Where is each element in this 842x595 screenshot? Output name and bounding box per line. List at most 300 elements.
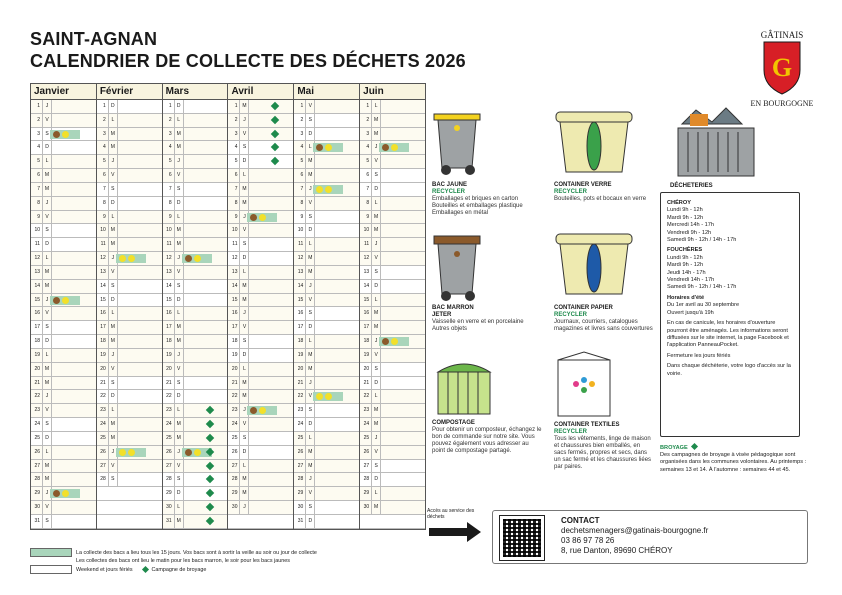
day-number: 25 bbox=[228, 432, 240, 445]
day-row bbox=[163, 211, 228, 225]
contact-phone[interactable]: 03 86 97 78 26 bbox=[561, 536, 615, 545]
day-number: 15 bbox=[31, 294, 43, 307]
day-row bbox=[228, 169, 293, 183]
weekday-letter: M bbox=[109, 128, 118, 141]
weekday-letter: M bbox=[240, 197, 249, 210]
weekday-letter: M bbox=[43, 183, 52, 196]
day-number: 24 bbox=[163, 418, 175, 431]
weekday-letter: S bbox=[109, 473, 118, 486]
day-row bbox=[31, 501, 96, 515]
arrow-right-icon bbox=[427, 520, 483, 544]
weekday-letter: L bbox=[175, 501, 184, 514]
month-header: Mars bbox=[163, 84, 229, 99]
badge-note: Dans chaque déchèterie, votre logo d'accès sur la voirie. bbox=[667, 363, 791, 377]
day-number: 25 bbox=[163, 432, 175, 445]
day-number: 5 bbox=[228, 155, 240, 168]
weekday-letter: D bbox=[306, 224, 315, 237]
day-row bbox=[360, 404, 425, 418]
weekday-letter: V bbox=[372, 349, 381, 362]
weekday-letter: S bbox=[175, 280, 184, 293]
bin-name: COMPOSTAGE bbox=[432, 420, 475, 426]
day-row bbox=[294, 404, 359, 418]
hour-line: Vendredi 14h - 17h bbox=[667, 277, 715, 284]
weekday-letter: D bbox=[240, 252, 249, 265]
weekday-letter: D bbox=[306, 418, 315, 431]
weekday-letter: V bbox=[43, 404, 52, 417]
day-number: 14 bbox=[360, 280, 372, 293]
month-column bbox=[360, 100, 425, 529]
collection-dots bbox=[185, 449, 201, 456]
legend-line-1: La collecte des bacs a lieu tous les 15 jours. Vos bacs sont à sortir la veille au soir ou jour de collecte bbox=[76, 549, 317, 556]
day-number: 14 bbox=[294, 280, 306, 293]
weekday-letter: M bbox=[306, 266, 315, 279]
bin-paper-info bbox=[554, 305, 654, 333]
month-column bbox=[228, 100, 294, 529]
weekday-letter: D bbox=[372, 280, 381, 293]
day-row bbox=[163, 460, 228, 474]
day-number: 9 bbox=[31, 211, 43, 224]
day-row bbox=[294, 141, 359, 155]
day-number: 20 bbox=[31, 363, 43, 376]
weekday-letter: V bbox=[43, 211, 52, 224]
day-number: 29 bbox=[294, 487, 306, 500]
day-row bbox=[163, 515, 228, 529]
yellow-bin-dot-icon bbox=[62, 131, 69, 138]
day-number: 30 bbox=[294, 501, 306, 514]
weekday-letter: D bbox=[372, 473, 381, 486]
weekday-letter: M bbox=[109, 238, 118, 251]
weekday-letter: L bbox=[306, 238, 315, 251]
bin-tag: JETER bbox=[432, 312, 452, 318]
day-row bbox=[163, 446, 228, 460]
day-row bbox=[228, 238, 293, 252]
day-number: 21 bbox=[360, 377, 372, 390]
broyage-diamond-icon bbox=[271, 143, 279, 151]
day-row bbox=[163, 252, 228, 266]
day-number: 16 bbox=[31, 307, 43, 320]
weekday-letter: M bbox=[372, 114, 381, 127]
weekday-letter: M bbox=[306, 446, 315, 459]
bin-glass-info bbox=[554, 182, 654, 203]
decheterie-name: CHÉROY bbox=[667, 200, 691, 206]
day-row bbox=[360, 238, 425, 252]
weekday-letter: S bbox=[175, 473, 184, 486]
day-row bbox=[360, 100, 425, 114]
day-number: 11 bbox=[294, 238, 306, 251]
weekday-letter: S bbox=[240, 432, 249, 445]
weekday-letter: L bbox=[175, 211, 184, 224]
day-row bbox=[294, 460, 359, 474]
day-row bbox=[228, 432, 293, 446]
day-number: 14 bbox=[163, 280, 175, 293]
brown-bin-dot-icon bbox=[316, 144, 323, 151]
bin-desc: Vaisselle en verre et en porcelaine Autres objets bbox=[432, 319, 524, 332]
day-number: 2 bbox=[163, 114, 175, 127]
weekday-letter: V bbox=[240, 321, 249, 334]
day-number: 28 bbox=[294, 473, 306, 486]
day-row bbox=[360, 349, 425, 363]
weekday-letter: V bbox=[109, 460, 118, 473]
day-row bbox=[228, 128, 293, 142]
day-number: 20 bbox=[360, 363, 372, 376]
weekday-letter: V bbox=[240, 418, 249, 431]
broyage-diamond-icon bbox=[205, 420, 213, 428]
bin-desc: Journaux, courriers, catalogues magazines et livres sans couvertures bbox=[554, 319, 653, 332]
weekday-letter: M bbox=[306, 252, 315, 265]
broyage-diamond-icon bbox=[271, 102, 279, 110]
day-row bbox=[31, 377, 96, 391]
month-header: Février bbox=[97, 84, 163, 99]
day-row bbox=[163, 404, 228, 418]
day-number: 28 bbox=[228, 473, 240, 486]
day-number: 1 bbox=[228, 100, 240, 113]
weekday-letter: D bbox=[175, 390, 184, 403]
weekday-letter: D bbox=[109, 100, 118, 113]
day-row bbox=[163, 197, 228, 211]
weekday-letter: M bbox=[372, 211, 381, 224]
broyage-title: BROYAGE bbox=[660, 445, 688, 451]
day-row bbox=[163, 128, 228, 142]
day-row bbox=[97, 169, 162, 183]
day-number: 25 bbox=[31, 432, 43, 445]
broyage-diamond-icon bbox=[205, 475, 213, 483]
day-row bbox=[360, 377, 425, 391]
day-row bbox=[294, 238, 359, 252]
arrow-note-text: Accès au service des déchets bbox=[427, 508, 475, 520]
day-row bbox=[360, 390, 425, 404]
weekday-letter: S bbox=[306, 307, 315, 320]
day-number: 31 bbox=[294, 515, 306, 528]
day-row bbox=[163, 335, 228, 349]
yellow-bin-dot-icon bbox=[391, 144, 398, 151]
day-number: 29 bbox=[31, 487, 43, 500]
weekday-letter: L bbox=[306, 432, 315, 445]
day-number: 11 bbox=[360, 238, 372, 251]
day-row bbox=[294, 211, 359, 225]
bin-name: CONTAINER VERRE bbox=[554, 182, 612, 188]
weekday-letter: S bbox=[240, 335, 249, 348]
day-number: 23 bbox=[163, 404, 175, 417]
day-number: 19 bbox=[97, 349, 109, 362]
day-number: 9 bbox=[228, 211, 240, 224]
day-number: 15 bbox=[97, 294, 109, 307]
day-row bbox=[294, 363, 359, 377]
yellow-bin-dot-icon bbox=[128, 255, 135, 262]
day-number: 13 bbox=[228, 266, 240, 279]
brown-bin-dot-icon bbox=[53, 490, 60, 497]
textile-container-icon bbox=[554, 350, 614, 420]
day-number: 21 bbox=[31, 377, 43, 390]
weekday-letter: S bbox=[306, 501, 315, 514]
logo-text-top: GÂTINAIS bbox=[760, 30, 804, 40]
day-number: 30 bbox=[163, 501, 175, 514]
day-row bbox=[228, 197, 293, 211]
day-row bbox=[31, 363, 96, 377]
day-row bbox=[228, 377, 293, 391]
day-row bbox=[294, 114, 359, 128]
day-number: 14 bbox=[97, 280, 109, 293]
yellow-bin-dot-icon bbox=[325, 393, 332, 400]
day-row bbox=[31, 141, 96, 155]
day-number: 10 bbox=[31, 224, 43, 237]
hour-line: Samedi 9h - 12h / 14h - 17h bbox=[667, 284, 737, 291]
day-number: 9 bbox=[294, 211, 306, 224]
day-number: 22 bbox=[163, 390, 175, 403]
day-number: 1 bbox=[360, 100, 372, 113]
day-row bbox=[360, 211, 425, 225]
day-row bbox=[97, 418, 162, 432]
qr-code-icon[interactable] bbox=[499, 515, 545, 561]
weekday-letter: L bbox=[43, 155, 52, 168]
day-row bbox=[228, 224, 293, 238]
weekday-letter: D bbox=[175, 294, 184, 307]
day-row bbox=[163, 224, 228, 238]
day-row bbox=[294, 100, 359, 114]
day-number: 17 bbox=[163, 321, 175, 334]
day-row bbox=[31, 487, 96, 501]
day-number: 30 bbox=[360, 501, 372, 514]
day-row bbox=[228, 460, 293, 474]
day-number: 15 bbox=[360, 294, 372, 307]
day-number: 16 bbox=[163, 307, 175, 320]
day-row bbox=[31, 404, 96, 418]
day-row bbox=[228, 294, 293, 308]
weekday-letter: V bbox=[372, 446, 381, 459]
day-number: 7 bbox=[228, 183, 240, 196]
day-row bbox=[163, 349, 228, 363]
day-row bbox=[294, 446, 359, 460]
day-number: 10 bbox=[360, 224, 372, 237]
day-number: 24 bbox=[228, 418, 240, 431]
day-row bbox=[294, 280, 359, 294]
day-row bbox=[228, 266, 293, 280]
day-row bbox=[228, 114, 293, 128]
decheteries-box bbox=[660, 192, 800, 437]
brown-bin-dot-icon bbox=[382, 144, 389, 151]
day-number: 6 bbox=[228, 169, 240, 182]
day-number: 25 bbox=[360, 432, 372, 445]
day-number: 2 bbox=[31, 114, 43, 127]
calendar-month-header bbox=[31, 84, 425, 100]
yellow-bin-icon bbox=[432, 106, 484, 178]
day-row bbox=[31, 321, 96, 335]
day-number: 18 bbox=[228, 335, 240, 348]
weekday-letter: V bbox=[306, 487, 315, 500]
collection-dots bbox=[119, 449, 135, 456]
weekday-letter: M bbox=[175, 321, 184, 334]
day-row bbox=[294, 183, 359, 197]
title-line-1: SAINT-AGNAN bbox=[30, 29, 158, 49]
weekday-letter: D bbox=[43, 141, 52, 154]
day-number: 28 bbox=[163, 473, 175, 486]
weekday-letter: M bbox=[240, 487, 249, 500]
contact-box bbox=[492, 510, 808, 564]
day-row bbox=[228, 349, 293, 363]
bin-tag: RECYCLER bbox=[554, 189, 588, 195]
day-row bbox=[228, 321, 293, 335]
weekday-letter: J bbox=[240, 404, 249, 417]
day-number: 26 bbox=[31, 446, 43, 459]
weekday-letter: D bbox=[240, 349, 249, 362]
day-number: 8 bbox=[163, 197, 175, 210]
day-row bbox=[360, 487, 425, 501]
day-row bbox=[31, 335, 96, 349]
day-row bbox=[228, 155, 293, 169]
day-row bbox=[97, 321, 162, 335]
day-row bbox=[97, 252, 162, 266]
day-row bbox=[228, 418, 293, 432]
day-number: 16 bbox=[228, 307, 240, 320]
collection-dots bbox=[382, 144, 398, 151]
day-number: 7 bbox=[294, 183, 306, 196]
contact-email[interactable]: dechetsmenagers@gatinais-bourgogne.fr bbox=[561, 526, 709, 535]
yellow-bin-dot-icon bbox=[325, 186, 332, 193]
day-number: 15 bbox=[163, 294, 175, 307]
weekday-letter: J bbox=[43, 100, 52, 113]
day-number: 12 bbox=[31, 252, 43, 265]
day-number: 2 bbox=[294, 114, 306, 127]
day-row bbox=[228, 100, 293, 114]
weekday-letter: D bbox=[43, 432, 52, 445]
weekday-letter: M bbox=[43, 266, 52, 279]
collection-dots bbox=[316, 186, 332, 193]
day-row bbox=[294, 294, 359, 308]
weekday-letter: L bbox=[109, 307, 118, 320]
day-row bbox=[360, 128, 425, 142]
diamond-icon bbox=[141, 566, 148, 573]
day-number: 3 bbox=[360, 128, 372, 141]
month-header: Janvier bbox=[31, 84, 97, 99]
weekday-letter: S bbox=[240, 238, 249, 251]
yellow-bin-dot-icon bbox=[316, 186, 323, 193]
weekday-letter: V bbox=[306, 197, 315, 210]
weekday-letter: M bbox=[175, 141, 184, 154]
bin-brown-info bbox=[432, 305, 542, 333]
day-number: 3 bbox=[97, 128, 109, 141]
yellow-bin-dot-icon bbox=[128, 449, 135, 456]
day-number: 16 bbox=[360, 307, 372, 320]
day-number: 4 bbox=[31, 141, 43, 154]
day-row bbox=[163, 487, 228, 501]
day-row bbox=[97, 141, 162, 155]
collection-dots bbox=[316, 144, 332, 151]
day-number: 23 bbox=[31, 404, 43, 417]
weekday-letter: S bbox=[372, 266, 381, 279]
hour-line: Vendredi 9h - 12h bbox=[667, 229, 712, 236]
day-number: 5 bbox=[360, 155, 372, 168]
day-row bbox=[97, 155, 162, 169]
day-row bbox=[294, 266, 359, 280]
day-number: 16 bbox=[97, 307, 109, 320]
day-number: 10 bbox=[97, 224, 109, 237]
day-number: 22 bbox=[360, 390, 372, 403]
day-number: 8 bbox=[97, 197, 109, 210]
day-row bbox=[228, 487, 293, 501]
day-row bbox=[360, 321, 425, 335]
weekday-letter: V bbox=[240, 224, 249, 237]
weekday-letter: J bbox=[109, 252, 118, 265]
weekday-letter: L bbox=[240, 169, 249, 182]
day-number: 21 bbox=[294, 377, 306, 390]
collection-dots bbox=[185, 255, 201, 262]
weekday-letter: J bbox=[109, 446, 118, 459]
day-number: 21 bbox=[163, 377, 175, 390]
brown-bin-dot-icon bbox=[53, 297, 60, 304]
day-row bbox=[294, 307, 359, 321]
day-row bbox=[97, 377, 162, 391]
day-row bbox=[294, 390, 359, 404]
day-number: 4 bbox=[360, 141, 372, 154]
day-row bbox=[97, 224, 162, 238]
weekday-letter: L bbox=[109, 211, 118, 224]
weekday-letter: J bbox=[372, 335, 381, 348]
day-number: 3 bbox=[31, 128, 43, 141]
day-row bbox=[228, 501, 293, 515]
day-row bbox=[228, 252, 293, 266]
weekday-letter: M bbox=[175, 335, 184, 348]
weekday-letter: M bbox=[372, 404, 381, 417]
day-row bbox=[163, 307, 228, 321]
day-row bbox=[97, 280, 162, 294]
weekday-letter: J bbox=[43, 197, 52, 210]
weekday-letter: L bbox=[372, 390, 381, 403]
day-number: 29 bbox=[360, 487, 372, 500]
weekday-letter: J bbox=[306, 280, 315, 293]
day-row bbox=[163, 432, 228, 446]
day-number: 19 bbox=[31, 349, 43, 362]
weekday-letter: M bbox=[240, 377, 249, 390]
bin-desc: Pour obtenir un composteur, échangez le bon de commande sur notre site. Vous pouvez également vous adresser au point de compostage partagé. bbox=[432, 427, 542, 454]
weekday-letter: S bbox=[306, 114, 315, 127]
day-row bbox=[294, 349, 359, 363]
day-row bbox=[228, 404, 293, 418]
weekday-letter: V bbox=[109, 266, 118, 279]
day-number: 30 bbox=[31, 501, 43, 514]
day-number: 10 bbox=[228, 224, 240, 237]
weekday-letter: V bbox=[306, 100, 315, 113]
weekday-letter: S bbox=[109, 377, 118, 390]
weekday-letter: V bbox=[372, 252, 381, 265]
weekday-letter: L bbox=[372, 100, 381, 113]
day-number: 5 bbox=[294, 155, 306, 168]
weekday-letter: D bbox=[109, 294, 118, 307]
month-column bbox=[163, 100, 229, 529]
collection-dots bbox=[316, 393, 332, 400]
month-header: Juin bbox=[360, 84, 425, 99]
weekday-letter: M bbox=[175, 418, 184, 431]
day-number: 25 bbox=[294, 432, 306, 445]
day-number: 14 bbox=[31, 280, 43, 293]
yellow-bin-dot-icon bbox=[325, 144, 332, 151]
weekday-letter: L bbox=[240, 363, 249, 376]
day-row bbox=[360, 280, 425, 294]
day-row bbox=[294, 335, 359, 349]
decheterie-name: FOUCHÈRES bbox=[667, 247, 703, 254]
weekday-letter: S bbox=[372, 460, 381, 473]
day-number: 17 bbox=[97, 321, 109, 334]
day-row bbox=[360, 294, 425, 308]
weekday-letter: S bbox=[43, 321, 52, 334]
day-number: 8 bbox=[360, 197, 372, 210]
weekday-letter: M bbox=[240, 473, 249, 486]
day-number: 25 bbox=[97, 432, 109, 445]
broyage-diamond-icon bbox=[271, 157, 279, 165]
weekday-letter: L bbox=[240, 266, 249, 279]
contact-title: CONTACT bbox=[561, 516, 600, 525]
day-row bbox=[163, 363, 228, 377]
summer-line: Ouvert jusqu'à 19h bbox=[667, 309, 714, 316]
brown-bin-dot-icon bbox=[382, 338, 389, 345]
